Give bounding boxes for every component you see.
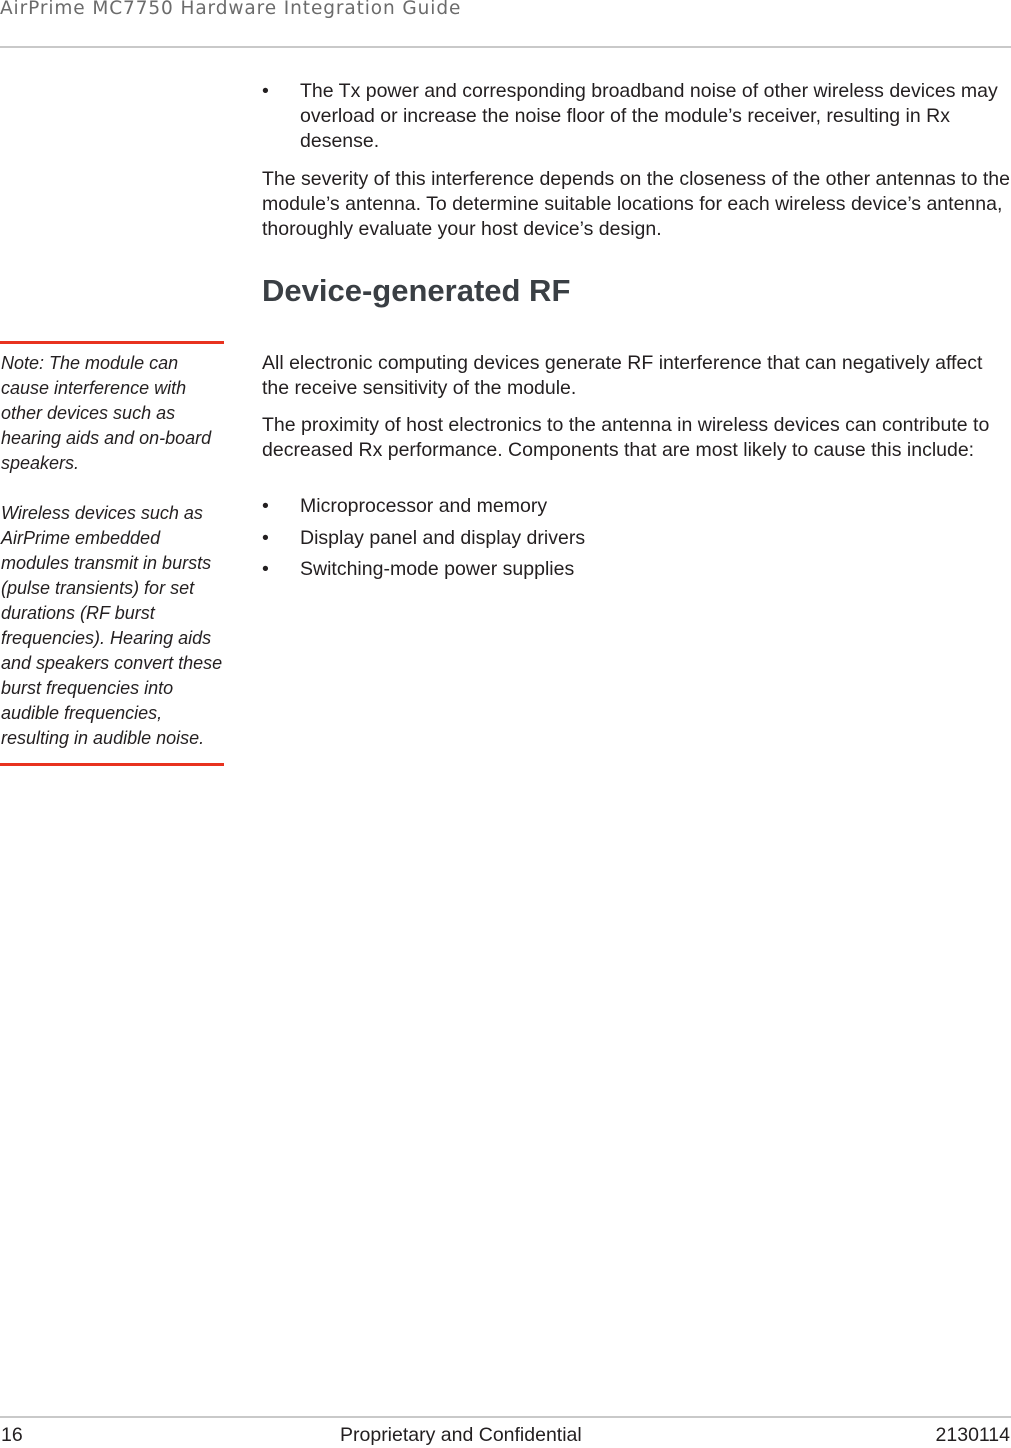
component-list-item-2 (262, 526, 1010, 551)
bullet-mark: • (262, 527, 269, 549)
side-note (1, 351, 225, 751)
section-paragraph-2-block (262, 413, 1010, 463)
intro-bullet-text: The Tx power and corresponding broadband noise of other wireless devices may overload or increase the noise floor of the module’s receiver, resulting in Rx desense. (300, 80, 998, 152)
bullet-mark: • (262, 495, 269, 517)
bullet-mark: • (262, 80, 269, 102)
intro-bullet-block (262, 79, 1010, 154)
note-bottom-rule (0, 763, 224, 766)
note-top-rule (0, 341, 224, 344)
footer-divider (0, 1416, 1011, 1418)
footer-doc-number: 2130114 (935, 1424, 1010, 1446)
intro-paragraph: The severity of this interference depends on the closeness of the other antennas to the module’s antenna. To determine suitable locations for each wireless device’s antenna, thoroughly evaluate your host device’s design. (262, 168, 1010, 240)
running-header-title: AirPrime MC7750 Hardware Integration Guide (0, 0, 462, 19)
section-paragraph-1: All electronic computing devices generate RF interference that can negatively affect the receive sensitivity of the module. (262, 352, 983, 399)
note-paragraph-2: Wireless devices such as AirPrime embedded modules transmit in bursts (pulse transients) for set durations (RF burst frequencies). Hearing aids and speakers convert these burst frequencies into audible frequencies, resulting in audible noise. (1, 503, 223, 748)
component-list-item-1 (262, 494, 1010, 519)
note-paragraph-1: Note: The module can cause interference with other devices such as hearing aids and on-board speakers. (1, 353, 212, 473)
footer-page-number: 16 (1, 1424, 23, 1446)
section-paragraph-2: The proximity of host electronics to the antenna in wireless devices can contribute to decreased Rx performance. Components that are most likely to cause this include: (262, 414, 990, 461)
intro-paragraph-block (262, 167, 1010, 242)
component-list-text: Microprocessor and memory (300, 495, 548, 517)
component-list-text: Switching-mode power supplies (300, 558, 575, 580)
bullet-mark: • (262, 558, 269, 580)
intro-bullet-item (262, 79, 1010, 154)
component-list-text: Display panel and display drivers (300, 527, 586, 549)
component-list-item-3 (262, 557, 1010, 582)
section-paragraph-1-block (262, 351, 1010, 401)
section-heading: Device-generated RF (262, 273, 571, 308)
footer-confidential: Proprietary and Confidential (340, 1424, 582, 1446)
header-divider (0, 46, 1011, 48)
